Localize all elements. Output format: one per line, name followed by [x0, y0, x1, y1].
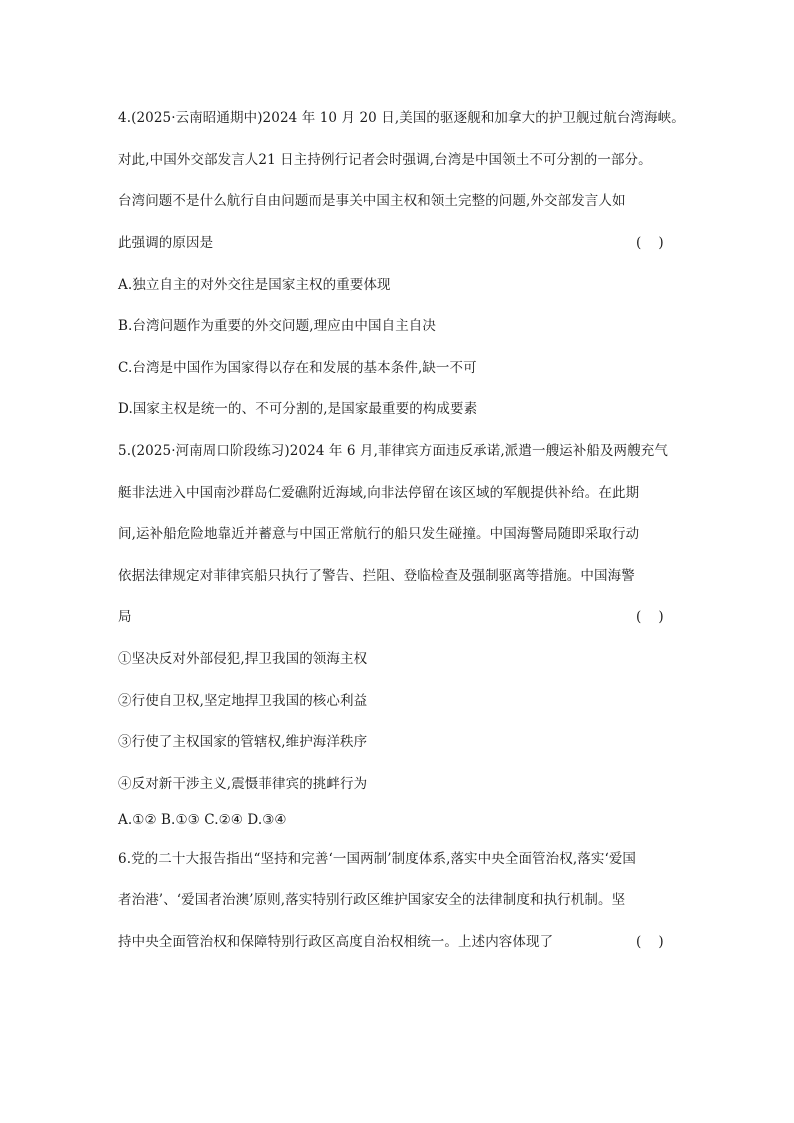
q4-stem-line-4: 此强调的原因是 — [118, 235, 214, 251]
q4-option-d: D.国家主权是统一的、不可分割的,是国家最重要的构成要素 — [118, 401, 478, 417]
q5-stem-line-2: 艇非法进入中国南沙群岛仁爱礁附近海域,向非法停留在该区域的军舰提供补给。在此期 — [118, 485, 640, 501]
q4-option-c: C.台湾是中国作为国家得以存在和发展的基本条件,缺一不可 — [118, 360, 477, 376]
q5-stem-line-3: 间,运补船危险地靠近并蓄意与中国正常航行的船只发生碰撞。中国海警局随即采取行动 — [118, 526, 640, 542]
q4-stem-line-1: 4.(2025·云南昭通期中)2024 年 10 月 20 日,美国的驱逐舰和加拿大的护卫舰过航台湾海峡。 — [118, 110, 685, 126]
q5-stem-line-1: 5.(2025·河南周口阶段练习)2024 年 6 月,菲律宾方面违反承诺,派遣一艘运补船及两艘充气 — [118, 443, 668, 459]
q5-item-4: ④反对新干涉主义,震慑菲律宾的挑衅行为 — [118, 776, 368, 792]
q4-option-a: A.独立自主的对外交往是国家主权的重要体现 — [118, 277, 391, 293]
q5-options: A.①② B.①③ C.②④ D.③④ — [118, 812, 287, 828]
q5-stem-line-5: 局 — [118, 609, 132, 625]
q4-stem-line-2: 对此,中国外交部发言人21 日主持例行记者会时强调,台湾是中国领土不可分割的一部分。 — [118, 152, 652, 168]
q5-item-2: ②行使自卫权,坚定地捍卫我国的核心利益 — [118, 693, 368, 709]
q6-answer-parentheses: ( ) — [636, 934, 664, 950]
q5-answer-parentheses: ( ) — [636, 609, 664, 625]
q4-answer-parentheses: ( ) — [636, 235, 664, 251]
q6-stem-line-3: 持中央全面管治权和保障特别行政区高度自治权相统一。上述内容体现了 — [118, 934, 554, 950]
q4-option-b: B.台湾问题作为重要的外交问题,理应由中国自主自决 — [118, 318, 437, 334]
q6-stem-line-2: 者治港’、‘爱国者治澳’原则,落实特别行政区维护国家安全的法律制度和执行机制。坚 — [118, 892, 626, 908]
q4-stem-line-3: 台湾问题不是什么航行自由问题而是事关中国主权和领土完整的问题,外交部发言人如 — [118, 193, 626, 209]
q5-stem-line-4: 依据法律规定对菲律宾船只执行了警告、拦阻、登临检查及强制驱离等措施。中国海警 — [118, 568, 635, 584]
q5-item-1: ①坚决反对外部侵犯,捍卫我国的领海主权 — [118, 651, 368, 667]
q6-stem-line-1: 6.党的二十大报告指出“坚持和完善‘一国两制’制度体系,落实中央全面管治权,落实‘爱国 — [118, 851, 637, 867]
q5-item-3: ③行使了主权国家的管辖权,维护海洋秩序 — [118, 734, 368, 750]
